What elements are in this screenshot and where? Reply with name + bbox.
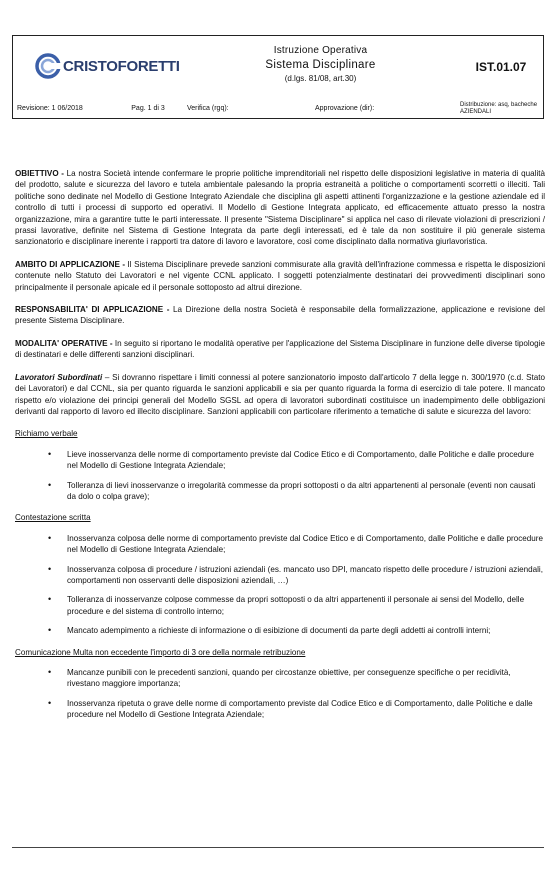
lavoratori-text: – Si dovranno rispettare i limiti connessi al potere sanzionatorio imposto dall'articolo 7 della legge n. 300/1970 (c.d. Stato dei Lavoratori) e dal CCNL, sia per quanto riguarda le sanzioni applicabili e sia per quanto riguarda la forma di esercizio di tale potere. Il mancato rispetto e/o violazione dei principi generali del Modello SGSL ad opera di lavoratori subordinati costituisce un inadempimento delle obbligazioni derivanti dal rapporto di lavoro ed illecito disciplinare. Sanzioni applicabili con particolare riferimento a tematiche di salute e sicurezza del lavoro: (15, 372, 545, 416)
bullet-icon: • (48, 563, 52, 574)
list-item: • Lieve inosservanza delle norme di comportamento previste dal Codice Etico e di Comportamento, dalle Politiche e dalle procedure nel Modello di Gestione Integrata Aziendale; (48, 448, 534, 471)
richiamo-title: Richiamo verbale (15, 429, 78, 439)
modalita-label: MODALITA' OPERATIVE - (15, 338, 113, 348)
footer-divider (12, 847, 544, 848)
list-item: • Inosservanza ripetuta o grave delle norme di comportamento previste dal Codice Etico e di Comportamento, dalle Politiche e dalle procedure nel Modello di Gestione Integrata Aziendale; (48, 697, 533, 720)
logo-text: CRISTOFORETTI (63, 57, 180, 75)
responsabilita-label: RESPONSABILITA' DI APPLICAZIONE - (15, 305, 170, 315)
list-item: • Inosservanza colposa delle norme di comportamento previste dal Codice Etico e di Comportamento, dalle Politiche e dalle procedure nel Modello di Gestione Integrata Aziendale; (48, 532, 543, 555)
obiettivo-label: OBIETTIVO - (15, 169, 64, 178)
contestazione-title: Contestazione scritta (15, 513, 91, 523)
document-type: Istruzione Operativa (273, 45, 368, 56)
bullet-icon: • (48, 697, 52, 708)
bullet-icon: • (48, 532, 52, 543)
responsabilita-text: La Direzione della nostra Società è responsabile della formalizzazione, applicazione e revisione del presente Sistema Disciplinare. (15, 305, 545, 326)
richiamo-list (15, 449, 545, 503)
bullet-icon: • (48, 479, 52, 490)
lavoratori-paragraph (15, 372, 545, 418)
logo-swirl-icon (35, 53, 61, 79)
verification-field: Verifica (rgq): (187, 105, 229, 112)
list-item: • Tolleranza di inosservanze colpose commesse da propri sottoposti o da altri appartenenti il personale ai sensi del Modello, delle procedure e del sistema di controllo interno; (48, 594, 525, 616)
document-code: IST.01.07 (475, 60, 527, 74)
modalita-text: In seguito si riportano le modalità operative per l'applicazione del Sistema Disciplinare in funzione delle diverse tipologie di destinatari e delle differenti sanzioni disciplinari. (15, 338, 545, 360)
ambito-label: AMBITO DI APPLICAZIONE - (15, 259, 126, 269)
modalita-paragraph (15, 338, 545, 361)
approval-field: Approvazione (dir): (315, 105, 375, 112)
list-item: • Mancanze punibili con le precedenti sanzioni, quando per circostanze obiettive, per conseguenze specifiche o per recidività, rivestano maggiore importanza; (48, 667, 511, 689)
list-item: • Tolleranza di lievi inosservanze o irregolarità commesse da propri sottoposti o da altri appartenenti al personale (eventi non causati da dolo o colpa grave); (48, 479, 536, 501)
list-item: • Mancato adempimento a richieste di informazione o di esibizione di documenti da parte degli addetti ai controlli interni; (48, 625, 491, 636)
multa-list (15, 667, 545, 721)
document-law-ref: (d.lgs. 81/08, art.30) (284, 74, 357, 83)
distribution-field: Distribuzione: asq, bacheche AZIENDALI (460, 101, 538, 115)
bullet-icon: • (48, 625, 52, 636)
company-logo (35, 53, 180, 79)
logo-cell (13, 36, 183, 98)
bullet-icon: • (48, 448, 52, 459)
list-item: • Inosservanza colposa di procedure / istruzioni aziendali (es. mancato uso DPI, mancato rispetto delle procedure / istruzioni aziendali, comportamenti non osservanti delle disposizioni aziendali, …) (48, 563, 543, 585)
document-body (15, 168, 545, 729)
bullet-icon: • (48, 594, 52, 605)
ambito-text: Il Sistema Disciplinare prevede sanzioni commisurate alla gravità dell'infrazione commessa e rispetta le disposizioni contenute nello Statuto dei Lavoratori e nel vigente CCNL applicato. I soggetti potenzialmente destinatari dei provvedimenti disciplinari sono principalmente il personale apicale ed il personale sottoposto ad altrui direzione. (15, 259, 545, 292)
responsabilita-paragraph (15, 304, 545, 327)
lavoratori-label: Lavoratori Subordinati (15, 372, 103, 382)
document-title-cell (183, 36, 458, 98)
multa-title: Comunicazione Multa non eccedente l'importo di 3 ore della normale retribuzione (15, 647, 306, 657)
page-number: Pag. 1 di 3 (131, 105, 165, 112)
obiettivo-paragraph (15, 168, 545, 248)
bullet-icon: • (48, 667, 52, 677)
revision-info: Revisione: 1 06/2018 (17, 105, 83, 112)
ambito-paragraph (15, 259, 545, 293)
document-header-table (12, 35, 544, 119)
contestazione-list (15, 533, 545, 637)
obiettivo-text: La nostra Società intende confermare le proprie politiche imprenditoriali nel rispetto delle disposizioni legislative in materia di qualità del prodotto, salute e sicurezza del lavoro e tutela ambientale palesando la propria estraneità a politiche o comportamenti scorretti o illeciti. Tali politiche sono dedinate nel Modello di Gestione Integrato Aziendale che disciplina gli aspetti attinenti l'organizzazione e la gestione aziendale ed il controllo di tutti i processi di supporto ed operativi. Il Modello di Gestione Integrata applicato, ed efficacemente attuato presso la nostra organizzazione, mira a garantire tutte le parti interessate. Il presente "Sistema Disciplinare" si applica nel caso di rilevate violazioni di prescrizioni / prassi lavorative, definite nel Sistema di Gestione Integrata da parte degli interessati, ed è tale da non sostituire il più generale sistema sanzionatorio e disciplinare inerente i rapporti tra datore di lavoro e lavoratore, così come disciplinato dalla normativa giurlavoristica. (15, 169, 546, 247)
document-title: Sistema Disciplinare (265, 59, 376, 71)
